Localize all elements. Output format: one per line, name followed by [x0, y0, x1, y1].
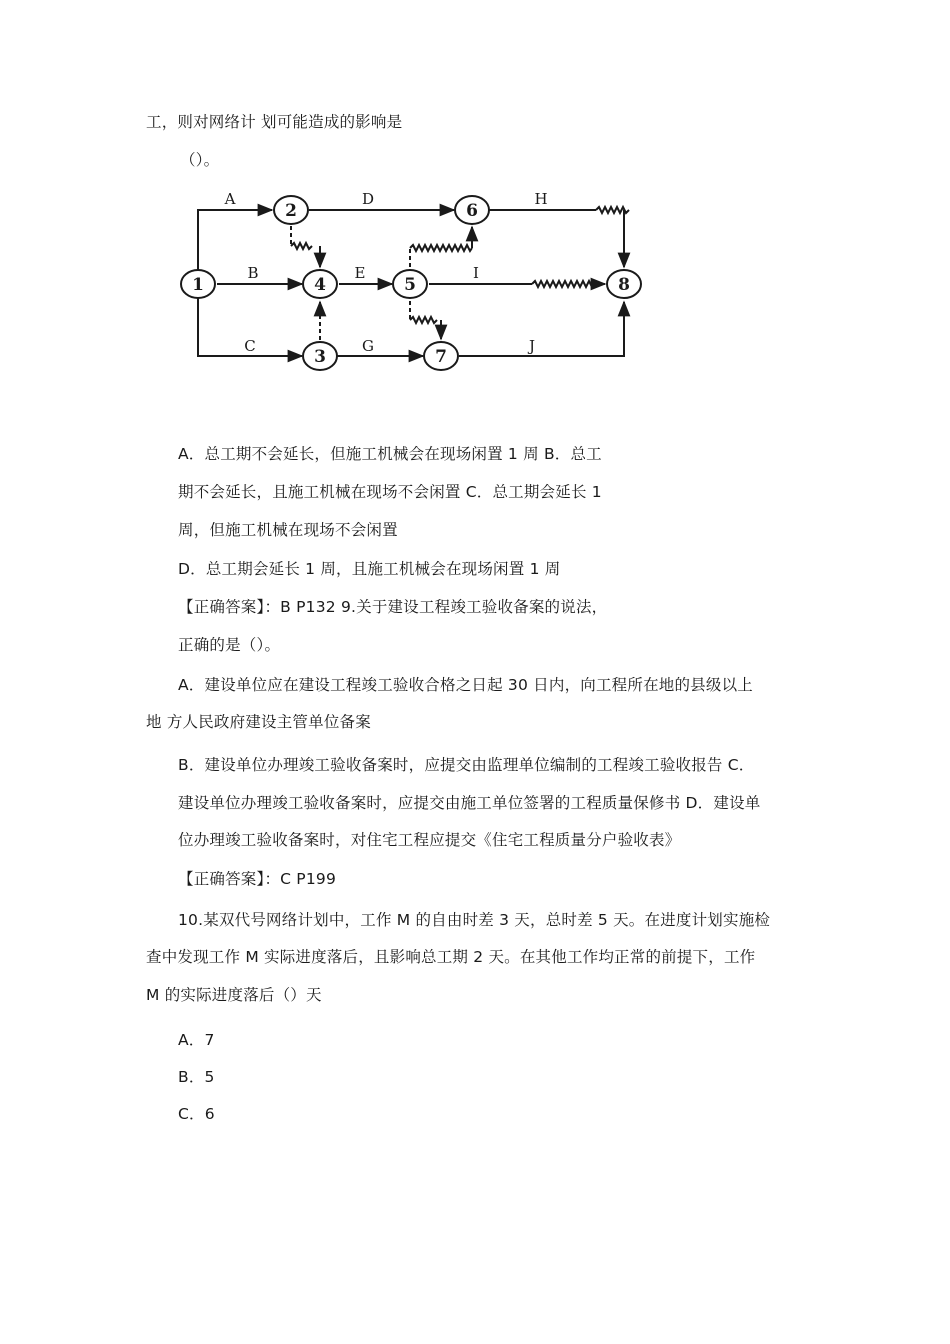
q10-option-c: C．6: [178, 1105, 215, 1123]
q8-stem-line2: （）。: [180, 151, 220, 169]
q8-stem-line1: 工，则对网络计 划可能造成的影响是: [146, 113, 403, 131]
q10-stem-line2: 查中发现工作 M 实际进度落后，且影响总工期 2 天。在其他工作均正常的前提下，工作: [146, 948, 756, 966]
network-diagram-svg: [178, 186, 698, 386]
node-label-8: 8: [618, 275, 630, 295]
activity-label-J: J: [528, 337, 536, 355]
q9-option-line4: 建设单位办理竣工验收备案时，应提交由施工单位签署的工程质量保修书 D．建设单: [178, 794, 761, 812]
node-label-3: 3: [314, 347, 326, 367]
q10-stem-line1: 10.某双代号网络计划中，工作 M 的自由时差 3 天，总时差 5 天。在进度计划实施检: [178, 911, 771, 929]
activity-label-C: C: [244, 337, 256, 355]
node-label-7: 7: [435, 347, 447, 367]
q8-answer-line1: 【正确答案】：B P132 9.关于建设工程竣工验收备案的说法，: [178, 598, 608, 616]
arrow-A: [198, 210, 272, 272]
wave-I: [532, 281, 594, 287]
activity-label-B: B: [247, 264, 259, 282]
activity-label-A: A: [224, 190, 236, 208]
q8-option-line3: 周，但施工机械在现场不会闲置: [178, 521, 398, 539]
q8-option-line2: 期不会延长，且施工机械在现场不会闲置 C．总工期会延长 1: [178, 483, 602, 501]
arrow-J: [459, 302, 624, 356]
q9-option-line2: 地 方人民政府建设主管单位备案: [146, 713, 371, 731]
q8-option-line1: A．总工期不会延长，但施工机械会在现场闲置 1 周 B．总工: [178, 445, 602, 463]
network-diagram: [178, 186, 698, 386]
q9-answer: 【正确答案】：C P199: [178, 870, 337, 888]
q9-option-line3: B．建设单位办理竣工验收备案时，应提交由监理单位编制的工程竣工验收报告 C．: [178, 756, 755, 774]
wave-5-6: [410, 245, 472, 251]
q8-option-line4: D．总工期会延长 1 周，且施工机械会在现场闲置 1 周: [178, 560, 561, 578]
activity-label-H: H: [534, 190, 548, 208]
node-label-1: 1: [192, 275, 204, 295]
activity-label-E: E: [354, 264, 366, 282]
node-label-5: 5: [404, 275, 416, 295]
q9-option-line1: A．建设单位应在建设工程竣工验收合格之日起 30 日内，向工程所在地的县级以上: [178, 676, 753, 694]
q9-option-line5: 位办理竣工验收备案时，对住宅工程应提交《住宅工程质量分户验收表》: [178, 831, 681, 849]
wave-5-7: [410, 317, 437, 323]
activity-label-I: I: [473, 264, 479, 282]
q10-option-a: A．7: [178, 1031, 215, 1049]
node-label-2: 2: [285, 201, 297, 221]
q10-stem-line3: M 的实际进度落后（）天: [146, 986, 322, 1004]
activity-label-D: D: [361, 190, 375, 208]
activity-label-G: G: [362, 337, 374, 355]
wave-2-4: [291, 243, 312, 249]
q10-option-b: B．5: [178, 1068, 215, 1086]
q9-stem-line2: 正确的是（）。: [178, 636, 281, 654]
node-label-4: 4: [314, 275, 326, 295]
node-label-6: 6: [466, 201, 478, 221]
